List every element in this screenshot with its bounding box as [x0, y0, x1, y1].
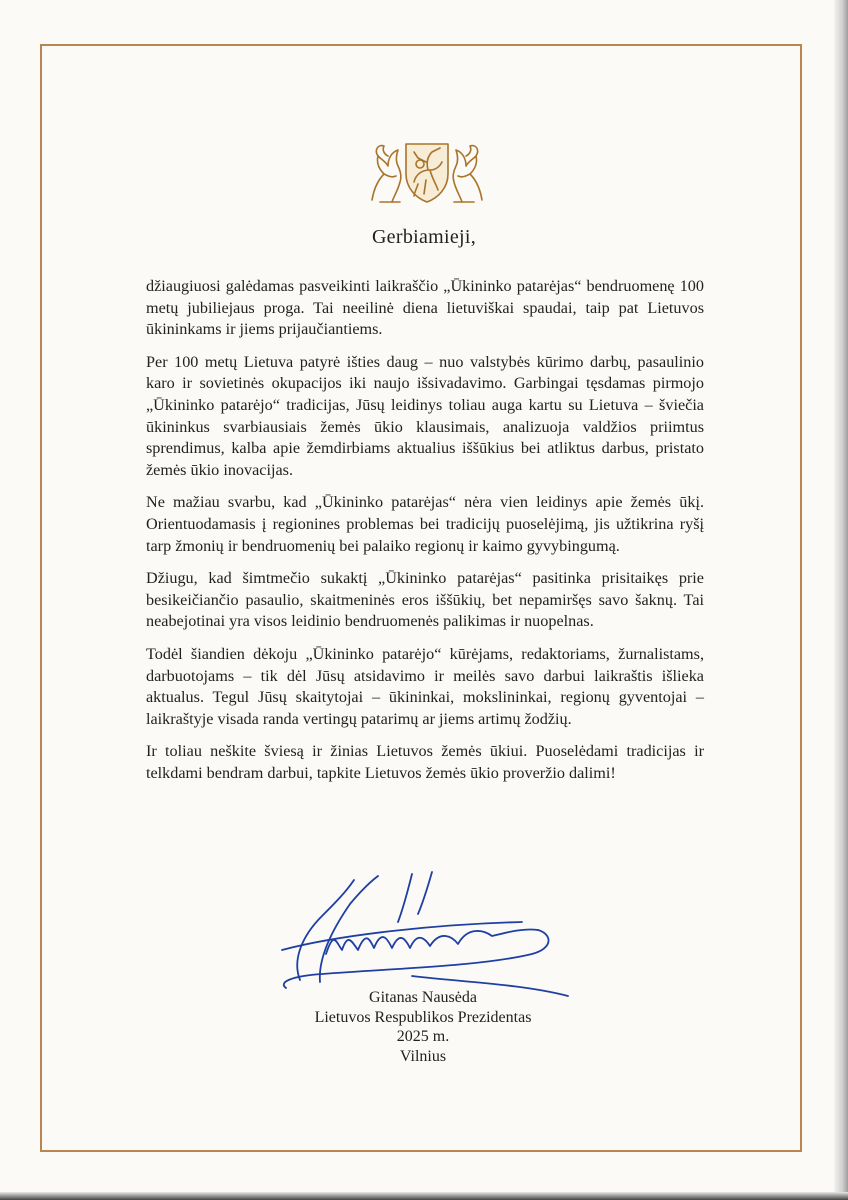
letter-salutation: Gerbiamieji,	[371, 226, 477, 248]
page-edge-shadow	[834, 0, 848, 1200]
page-bottom-edge	[0, 1192, 848, 1200]
paragraph: Per 100 metų Lietuva patyrė išties daug – nuo valstybės kūrimo darbų, pasaulinio karo ir sovietinės okupacijos iki naujo išsivadavimo. Garbingai tęsdamas pirmojo „Ūkininko patarėjo“ tradicijas, Jūsų leidinys toliau auga kartu su Lietuva – šviečia ūkininkus svarbiausiais žemės ūkio klausimais, analizuoja valdžios priimtus sprendimus, kalba apie žemdirbiams aktualius iššūkius bei atliktus darbus, pristato žemės ūkio inovacijas.	[146, 352, 704, 479]
paragraph: Ne mažiau svarbu, kad „Ūkininko patarėjas“ nėra vien leidinys apie žemės ūkį. Orientuodamasis į regionines problemas bei tradicijų puoselėjimą, jis užtikrina ryšį tarp žmonių ir bendruomenių bei palaiko regionų ir kaimo gyvybingumą.	[146, 493, 704, 555]
paragraph: džiaugiuosi galėdamas pasveikinti laikraščio „Ūkininko patarėjas“ bendruomenę 100 metų jubiliejaus proga. Tai neeilinė diena lietuviškai spaudai, taip pat Lietuvos ūkininkams ir jiems prijaučiantiems.	[146, 277, 704, 339]
letter-body	[146, 276, 704, 795]
signatory-name: Gitanas Nausėda	[369, 989, 477, 1006]
letter-year: 2025 m.	[396, 1028, 450, 1045]
letter-place: Vilnius	[399, 1047, 447, 1065]
paragraph: Ir toliau neškite šviesą ir žinias Lietuvos žemės ūkiui. Puoselėdami tradicijas ir telkdami bendram darbui, tapkite Lietuvos žemės ūkio proveržio dalimi!	[146, 742, 704, 782]
coat-of-arms-emblem-icon	[366, 140, 488, 206]
handwritten-signature	[262, 870, 572, 1000]
paragraph: Džiugu, kad šimtmečio sukaktį „Ūkininko patarėjas“ pasitinka prisitaikęs prie besikeičiančio pasaulio, skaitmeninės eros iššūkių, bet nepamiršęs savo šaknų. Tai neabejotinai yra visos leidinio bendruomenės palikimas ir nuopelnas.	[146, 569, 704, 631]
signatory-block	[248, 988, 598, 1066]
signatory-title: Lietuvos Respublikos Prezidentas	[314, 1008, 532, 1026]
paragraph: Todėl šiandien dėkoju „Ūkininko patarėjo“ kūrėjams, redaktoriams, žurnalistams, darbuotojams – tik dėl Jūsų atsidavimo ir meilės savo darbui laikraštis išlieka aktualus. Tegul Jūsų skaitytojai – ūkininkai, mokslininkai, regionų gyventojai – laikraštyje visada randa vertingų patarimų ar jiems artimų žodžių.	[146, 644, 704, 728]
